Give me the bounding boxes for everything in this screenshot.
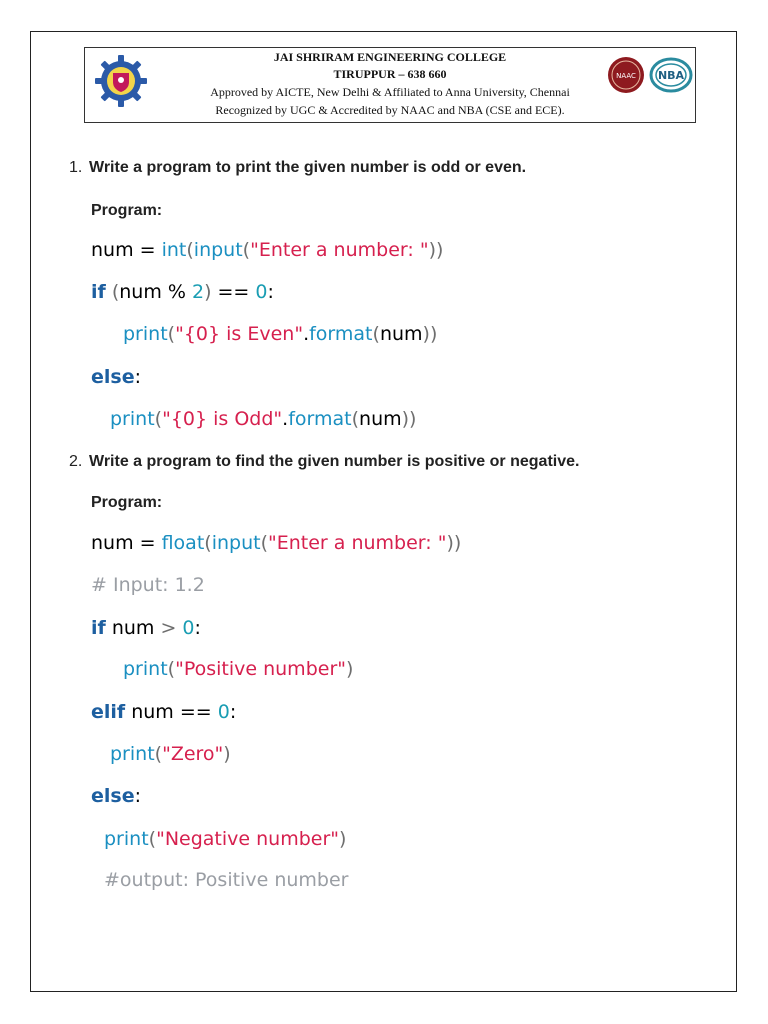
code-line: elif num == 0: xyxy=(91,701,237,723)
recognition-line: Recognized by UGC & Accredited by NAAC and NBA (CSE and ECE). xyxy=(215,103,565,117)
header-text-block xyxy=(85,49,695,119)
college-header xyxy=(84,47,696,123)
naac-badge-text: NAAC xyxy=(616,72,636,80)
question-text: Write a program to find the given number is positive or negative. xyxy=(89,453,580,470)
nba-badge-text: NBA xyxy=(657,69,685,82)
question-number: 1. xyxy=(69,159,83,176)
code-line: print("Positive number") xyxy=(123,658,354,680)
code-line: num = float(input("Enter a number: ")) xyxy=(91,532,462,554)
code-line: print("Zero") xyxy=(110,743,231,765)
code-line: if (num % 2) == 0: xyxy=(91,281,274,303)
code-line: print("Negative number") xyxy=(104,828,347,850)
code-line: print("{0} is Even".format(num)) xyxy=(123,323,438,345)
code-line: print("{0} is Odd".format(num)) xyxy=(110,408,417,430)
naac-seal-icon xyxy=(608,57,644,93)
college-location: TIRUPPUR – 638 660 xyxy=(333,67,447,81)
code-comment: #output: Positive number xyxy=(104,869,349,891)
college-name: JAI SHRIRAM ENGINEERING COLLEGE xyxy=(273,50,507,64)
question-number: 2. xyxy=(69,453,83,470)
code-line: num = int(input("Enter a number: ")) xyxy=(91,239,444,261)
document-page xyxy=(30,31,737,992)
program-label-2: Program: xyxy=(91,494,163,511)
accreditation-logos-icon xyxy=(607,56,693,94)
code-line: else: xyxy=(91,785,142,807)
program-label-1: Program: xyxy=(91,202,163,219)
approval-line: Approved by AICTE, New Delhi & Affiliated to Anna University, Chennai xyxy=(210,85,570,99)
code-line: if num > 0: xyxy=(91,617,201,639)
code-line: else: xyxy=(91,366,142,388)
question-1 xyxy=(69,159,526,177)
nba-logo-icon xyxy=(651,59,691,91)
question-text: Write a program to print the given number is odd or even. xyxy=(89,159,527,176)
code-comment: # Input: 1.2 xyxy=(91,574,205,596)
question-2 xyxy=(69,453,579,471)
